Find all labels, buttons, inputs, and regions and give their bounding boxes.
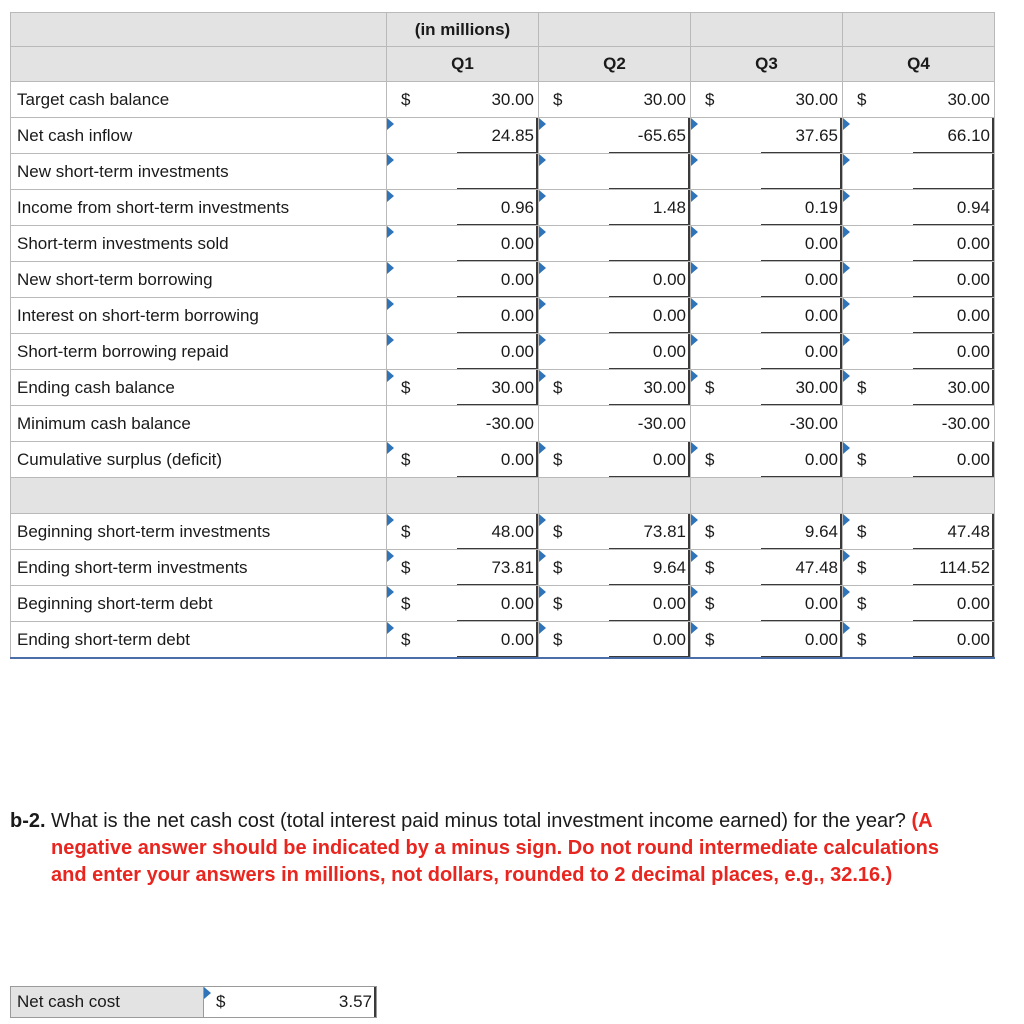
row-label: New short-term investments [11, 154, 387, 190]
value-cell[interactable]: -65.65 [609, 118, 691, 154]
currency-cell [843, 118, 913, 154]
currency-cell [539, 190, 609, 226]
currency-cell [387, 406, 457, 442]
row-label: Ending short-term debt [11, 622, 387, 659]
value-cell[interactable]: 0.00 [457, 586, 539, 622]
currency-cell: $ [539, 82, 609, 118]
currency-cell: $ [387, 514, 457, 550]
table-row [11, 82, 995, 118]
value-cell[interactable]: 0.00 [761, 298, 843, 334]
currency-cell [843, 298, 913, 334]
value-cell[interactable]: 66.10 [913, 118, 995, 154]
currency-cell: $ [843, 550, 913, 586]
value-cell[interactable]: 24.85 [457, 118, 539, 154]
value-cell[interactable] [761, 154, 843, 190]
value-cell[interactable]: 9.64 [761, 514, 843, 550]
currency-cell: $ [539, 586, 609, 622]
value-cell[interactable]: 0.00 [761, 622, 843, 659]
currency-cell [843, 154, 913, 190]
currency-cell: $ [539, 550, 609, 586]
value-cell[interactable]: 0.00 [609, 622, 691, 659]
value-cell[interactable]: 114.52 [913, 550, 995, 586]
currency-cell [539, 262, 609, 298]
currency-cell [691, 118, 761, 154]
row-label: Minimum cash balance [11, 406, 387, 442]
currency-cell: $ [843, 514, 913, 550]
currency-cell: $ [387, 586, 457, 622]
value-cell[interactable]: 1.48 [609, 190, 691, 226]
currency-cell: $ [691, 622, 761, 659]
currency-cell: $ [539, 514, 609, 550]
value-cell[interactable] [609, 154, 691, 190]
row-label: Cumulative surplus (deficit) [11, 442, 387, 478]
row-label: Ending short-term investments [11, 550, 387, 586]
value-cell[interactable]: 0.00 [913, 442, 995, 478]
quarter-header: Q3 [691, 47, 843, 82]
currency-cell: $ [539, 442, 609, 478]
quarter-header-row [11, 47, 995, 82]
answer-currency: $ [204, 987, 277, 1018]
currency-cell: $ [691, 370, 761, 406]
value-cell[interactable]: 73.81 [609, 514, 691, 550]
currency-cell [691, 298, 761, 334]
table-row [11, 550, 995, 586]
currency-cell: $ [387, 82, 457, 118]
cash-budget-table [10, 12, 995, 659]
answer-label: Net cash cost [11, 987, 204, 1018]
value-cell[interactable]: 0.00 [457, 226, 539, 262]
value-cell: 30.00 [609, 82, 691, 118]
value-cell: -30.00 [913, 406, 995, 442]
value-cell[interactable]: 30.00 [761, 370, 843, 406]
currency-cell [691, 406, 761, 442]
currency-cell: $ [843, 370, 913, 406]
value-cell[interactable]: 47.48 [761, 550, 843, 586]
spacer-row [11, 478, 995, 514]
currency-cell: $ [387, 442, 457, 478]
currency-cell: $ [387, 622, 457, 659]
header-blank [11, 13, 387, 47]
value-cell[interactable]: 0.00 [457, 298, 539, 334]
value-cell[interactable]: 0.00 [609, 334, 691, 370]
value-cell[interactable]: 0.00 [761, 586, 843, 622]
table-row [11, 298, 995, 334]
value-cell[interactable]: 30.00 [609, 370, 691, 406]
table-row [11, 370, 995, 406]
value-cell: -30.00 [761, 406, 843, 442]
question-note: (A negative answer should be indicated by a minus sign. Do not round intermediate calculations and enter your answers in millions, not dollars, rounded to 2 decimal places, e.g., 32.16.) [51, 810, 939, 886]
value-cell[interactable]: 0.00 [761, 334, 843, 370]
value-cell[interactable]: 0.00 [761, 226, 843, 262]
currency-cell [691, 334, 761, 370]
currency-cell [539, 154, 609, 190]
value-cell[interactable]: 47.48 [913, 514, 995, 550]
row-label: Short-term borrowing repaid [11, 334, 387, 370]
value-cell: 30.00 [457, 82, 539, 118]
answer-row [11, 987, 377, 1018]
value-cell[interactable]: 0.00 [609, 586, 691, 622]
value-cell[interactable]: 48.00 [457, 514, 539, 550]
currency-cell: $ [691, 82, 761, 118]
currency-cell [539, 118, 609, 154]
currency-cell [539, 406, 609, 442]
value-cell[interactable]: 37.65 [761, 118, 843, 154]
value-cell[interactable] [913, 154, 995, 190]
currency-cell [843, 334, 913, 370]
row-label: Income from short-term investments [11, 190, 387, 226]
currency-cell [691, 226, 761, 262]
currency-cell: $ [843, 442, 913, 478]
row-label: Target cash balance [11, 82, 387, 118]
value-cell[interactable]: 73.81 [457, 550, 539, 586]
value-cell[interactable]: 0.00 [457, 262, 539, 298]
currency-cell: $ [843, 586, 913, 622]
value-cell: 30.00 [913, 82, 995, 118]
table-row [11, 334, 995, 370]
value-cell[interactable]: 0.00 [913, 622, 995, 659]
currency-cell [843, 406, 913, 442]
currency-cell: $ [539, 370, 609, 406]
currency-cell [387, 262, 457, 298]
value-cell[interactable]: 0.00 [913, 298, 995, 334]
quarter-header: Q1 [387, 47, 539, 82]
quarter-header: Q4 [843, 47, 995, 82]
row-label: Beginning short-term debt [11, 586, 387, 622]
value-cell[interactable]: 0.00 [457, 334, 539, 370]
currency-cell: $ [539, 622, 609, 659]
value-cell[interactable]: 9.64 [609, 550, 691, 586]
value-cell[interactable] [457, 154, 539, 190]
value-cell[interactable]: 0.00 [457, 622, 539, 659]
currency-cell: $ [843, 82, 913, 118]
value-cell[interactable]: 0.00 [913, 226, 995, 262]
units-label: (in millions) [387, 13, 539, 47]
value-cell: -30.00 [457, 406, 539, 442]
table-row [11, 586, 995, 622]
currency-cell [539, 298, 609, 334]
value-cell[interactable] [609, 226, 691, 262]
table-row [11, 622, 995, 659]
value-cell: 30.00 [761, 82, 843, 118]
value-cell[interactable]: 0.00 [913, 586, 995, 622]
currency-cell [843, 190, 913, 226]
table-row [11, 190, 995, 226]
currency-cell [387, 226, 457, 262]
currency-cell: $ [691, 586, 761, 622]
row-label: Beginning short-term investments [11, 514, 387, 550]
currency-cell: $ [691, 550, 761, 586]
value-cell[interactable]: 30.00 [457, 370, 539, 406]
currency-cell [387, 118, 457, 154]
value-cell[interactable]: 0.00 [761, 442, 843, 478]
value-cell: -30.00 [609, 406, 691, 442]
currency-cell [691, 190, 761, 226]
question-text: What is the net cash cost (total interest paid minus total investment income earned) for the year? [51, 810, 906, 832]
value-cell[interactable]: 0.19 [761, 190, 843, 226]
table-row [11, 118, 995, 154]
question-b2 [10, 808, 970, 889]
table-row [11, 442, 995, 478]
currency-cell [387, 298, 457, 334]
question-number: b-2. [10, 810, 46, 832]
value-cell[interactable]: 0.00 [609, 262, 691, 298]
row-label: Interest on short-term borrowing [11, 298, 387, 334]
table-row [11, 514, 995, 550]
currency-cell [387, 190, 457, 226]
currency-cell: $ [387, 550, 457, 586]
table-row [11, 154, 995, 190]
table-row [11, 226, 995, 262]
quarter-header: Q2 [539, 47, 691, 82]
value-cell[interactable]: 0.00 [609, 298, 691, 334]
currency-cell [539, 226, 609, 262]
row-label: Net cash inflow [11, 118, 387, 154]
net-cash-cost-input[interactable]: 3.57 [276, 987, 377, 1018]
value-cell[interactable]: 0.00 [913, 334, 995, 370]
table-row [11, 262, 995, 298]
currency-cell: $ [387, 370, 457, 406]
units-header-row [11, 13, 995, 47]
currency-cell: $ [691, 442, 761, 478]
value-cell[interactable]: 0.00 [761, 262, 843, 298]
row-label: Ending cash balance [11, 370, 387, 406]
currency-cell [691, 262, 761, 298]
currency-cell [387, 154, 457, 190]
table-row [11, 406, 995, 442]
value-cell[interactable]: 0.00 [913, 262, 995, 298]
currency-cell [387, 334, 457, 370]
currency-cell [691, 154, 761, 190]
value-cell[interactable]: 0.94 [913, 190, 995, 226]
row-label: New short-term borrowing [11, 262, 387, 298]
answer-table [10, 986, 377, 1018]
value-cell[interactable]: 0.00 [609, 442, 691, 478]
currency-cell [539, 334, 609, 370]
row-label: Short-term investments sold [11, 226, 387, 262]
value-cell[interactable]: 30.00 [913, 370, 995, 406]
currency-cell [843, 226, 913, 262]
value-cell[interactable]: 0.00 [457, 442, 539, 478]
currency-cell: $ [843, 622, 913, 659]
value-cell[interactable]: 0.96 [457, 190, 539, 226]
question-body [10, 808, 970, 889]
currency-cell [843, 262, 913, 298]
currency-cell: $ [691, 514, 761, 550]
